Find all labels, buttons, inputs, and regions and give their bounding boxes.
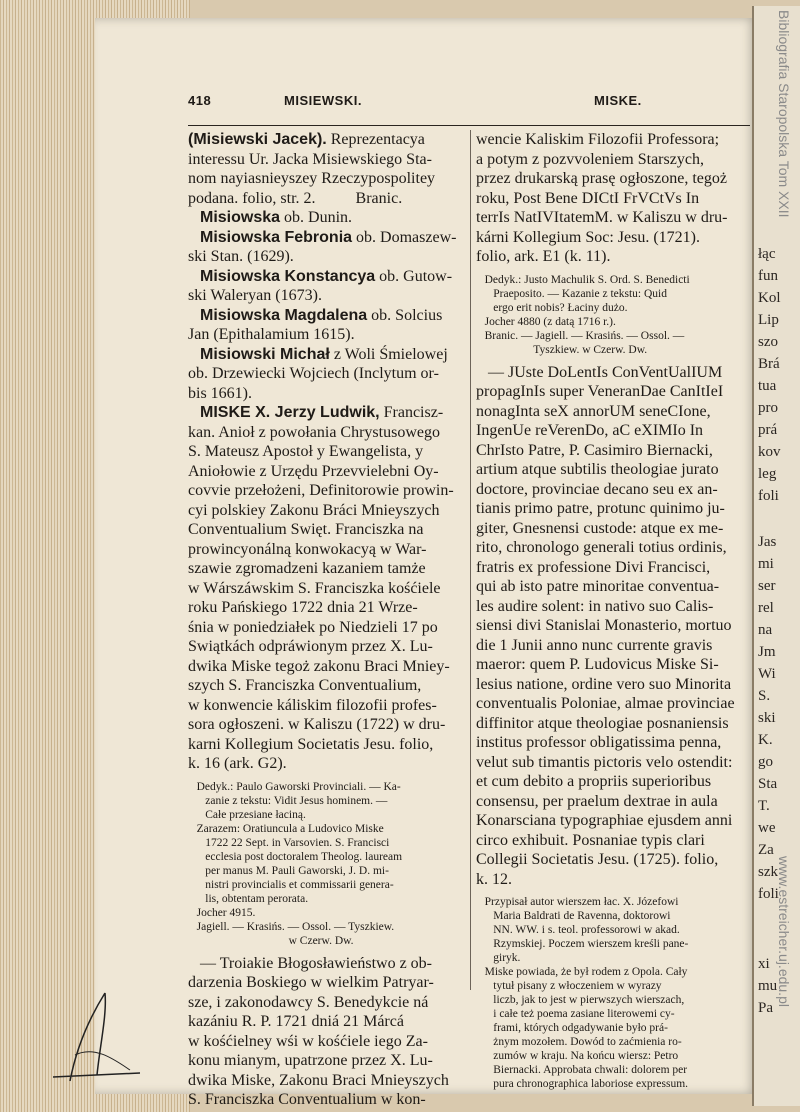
note-line: tytuł pisany z włoczeniem w wyrazy: [476, 980, 662, 992]
note-line: w Czerw. Dw.: [188, 934, 354, 947]
text-line: siensi divi Stanislai Monasterio, mortuo: [476, 617, 732, 634]
text-line: S. Mateusz Apostoł y Ewangelista, y: [188, 443, 424, 460]
note-line: Branic. — Jagiell. — Krasińs. — Ossol. —: [476, 329, 685, 342]
note-line: Jocher 4915.: [188, 906, 256, 919]
text-line: Misiowski Michał z Woli Śmielowej: [200, 345, 448, 363]
watermark: [776, 6, 800, 1106]
text-line: diffinitor atque theologiae posnaniensis: [476, 714, 729, 732]
note-line: nistri provincialis et commissarii genera-: [188, 878, 394, 891]
next-page-fragment: Jm: [758, 644, 776, 660]
text-line: nonagInta seX annorUM seneCIone,: [476, 402, 711, 420]
text-line: ski Waleryan (1673).: [188, 287, 322, 304]
text-line: tianis primo patre, protunc quinimo ju-: [476, 500, 725, 517]
note-line: NN. WW. i s. teol. professorowi w akad.: [476, 924, 680, 936]
text-line: velut sub timantis pictoris velo ostendit:: [476, 753, 733, 771]
note-line: Dedyk.: Paulo Gaworski Provinciali. — Ka-: [188, 780, 401, 793]
text-line: Misiowska Konstancya ob. Gutow-: [200, 267, 453, 285]
note-line: zanie z tekstu: Vidit Jesus hominem. —: [188, 794, 388, 807]
text-line: k. 12.: [476, 870, 512, 888]
text-line: folio, ark. E1 (k. 11).: [476, 248, 611, 265]
text-line: interessu Ur. Jacka Misiewskiego Sta-: [188, 150, 432, 168]
running-head-right: MISKE.: [594, 93, 642, 108]
next-page-fragment: Jas: [758, 534, 777, 550]
text-line: qui ab isto patre minoritae conventua-: [476, 578, 720, 595]
text-line: institus professor obligatissima penna,: [476, 734, 722, 751]
text-line: Misiowska ob. Dunin.: [200, 209, 353, 226]
next-page-fragment: ser: [758, 578, 776, 594]
next-page-fragment: ski: [758, 710, 776, 726]
page-number: 418: [188, 93, 212, 108]
note-line: Dedyk.: Justo Machulik S. Ord. S. Benedicti: [476, 273, 690, 286]
next-page-fragment: fun: [758, 268, 778, 284]
column-divider: [470, 130, 471, 990]
next-page-fragment: K.: [758, 732, 773, 748]
text-line: ob. Drzewiecki Wojciech (Inclytum or-: [188, 365, 439, 382]
text-line: fratris ex professione Divi Francisci,: [476, 558, 711, 576]
next-page-fragment: mi: [758, 556, 774, 572]
right-column: [476, 130, 754, 1091]
note-line: Biernacki. Approbata chwali: dolorem per: [476, 1064, 688, 1076]
text-line: wencie Kaliskim Filozofii Professora;: [476, 131, 720, 148]
handwritten-signature: [45, 985, 145, 1085]
next-page-fragment: leg: [758, 466, 777, 482]
text-line: Konarsciana typographiae ejusdem anni: [476, 812, 733, 829]
text-line: dwika Miske, Zakonu Braci Mnieyszych: [188, 1071, 449, 1089]
next-page-fragment: go: [758, 754, 773, 770]
note-line: Jocher 4880 (z datą 1716 r.).: [476, 315, 616, 328]
text-line: Aniołowie z Urzędu Przevvielebni Oy-: [188, 462, 439, 480]
text-line: sora ogłoszeni. w Kaliszu (1722) w dru-: [188, 716, 446, 733]
note-line: Jagiell. — Krasińs. — Ossol. — Tyszkiew.: [188, 920, 395, 933]
next-page-fragment: pro: [758, 400, 778, 416]
text-line: et cum debito a propriis superioribus: [476, 773, 712, 790]
text-line: rito, chronologo generali totius ordinis,: [476, 539, 727, 556]
next-page-fragment: łąc: [758, 246, 776, 262]
note-line: giryk.: [476, 952, 521, 964]
text-line: przez drukarską prasę ogłoszone, tegoż: [476, 170, 727, 187]
next-page-fragment: Brá: [758, 356, 780, 372]
note-line: liczb, jak to jest w pierwszych wierszach,: [476, 994, 685, 1006]
text-line: ChrIsto Patre, P. Casimiro Biernacki,: [476, 441, 713, 459]
text-line: k. 16 (ark. G2).: [188, 755, 287, 772]
text-line: covvie przełożeni, Definitorowie prowin-: [188, 482, 454, 499]
text-line: sze, i zakonodawcy S. Benedykcie ná: [188, 993, 429, 1011]
text-line: kazániu R. P. 1721 dniá 21 Márcá: [188, 1013, 404, 1030]
next-page-fragment: szk: [758, 864, 778, 880]
text-line: lesius natione, ordine vero suo Minorita: [476, 675, 732, 693]
next-page-fragment: szo: [758, 334, 778, 350]
header-rule: [188, 125, 750, 126]
text-line: kárni Kollegium Soc: Jesu. (1721).: [476, 228, 700, 246]
text-line: circo exhibuit. Posnaniae typis clari: [476, 831, 705, 849]
text-line: w kośćielney wśi w kośćiele iego Za-: [188, 1032, 428, 1050]
text-line: podana. folio, str. 2. Branic.: [188, 189, 403, 207]
next-page-fragment: we: [758, 820, 776, 836]
next-page-fragment: rel: [758, 600, 774, 616]
text-line: szych S. Franciszka Conventualium,: [188, 677, 422, 694]
text-line: die 1 Junii anno nunc currente gravis: [476, 636, 713, 654]
note-line: lis, obtentam perorata.: [188, 892, 309, 905]
text-line: w Wárszáwskim S. Franciszka kośćiele: [188, 579, 441, 597]
next-page-fragment: S.: [758, 688, 771, 704]
next-page-fragment: Sta: [758, 776, 778, 792]
text-line: IngenUe reVerenDo, aC eXIMIo In: [476, 422, 704, 439]
text-line: szawie zgromadzeni kazaniem tamże: [188, 560, 426, 577]
text-line: ski Stan. (1629).: [188, 248, 294, 265]
note-line: i całe też poema zasiane literowemi cy-: [476, 1008, 675, 1020]
text-line: Conventualium Swięt. Franciszka na: [188, 521, 424, 538]
next-page-fragment: Pa: [758, 1000, 773, 1016]
text-line: propagInIs super VeneranDae CanItIeI: [476, 383, 724, 400]
note-line: pura chronographica laboriose expressum.: [476, 1078, 689, 1090]
text-line: — JUste DoLentIs ConVentUalIUM: [476, 363, 723, 381]
note-line: Tyszkiew. w Czerw. Dw.: [476, 343, 648, 356]
text-line: darzenia Boskiego w wielkim Patryar-: [188, 974, 434, 991]
text-line: roku Pańskiego 1722 dnia 21 Wrze-: [188, 599, 418, 616]
text-line: karni Kollegium Societatis Jesu. folio,: [188, 735, 434, 753]
note-line: żnym mozołem. Dowód to zaćmienia ro-: [476, 1036, 682, 1048]
note-line: frami, których odgadywanie było prá-: [476, 1022, 668, 1034]
next-page-fragment: kov: [758, 444, 781, 460]
text-line: Collegii Societatis Jesu. (1725). folio,: [476, 851, 719, 868]
running-head-left: MISIEWSKI.: [284, 93, 362, 108]
text-line: les audire solent: in nativo suo Calis-: [476, 597, 714, 615]
text-line: artium atque subtilis theologiae jurato: [476, 461, 719, 478]
note-line: ecclesia post doctoralem Theolog. lauream: [188, 850, 403, 863]
text-line: doctore, provinciae decano seu ex an-: [476, 480, 718, 498]
text-line: MISKE X. Jerzy Ludwik, Francisz-: [200, 404, 444, 421]
next-page-fragment: mu: [758, 978, 778, 994]
note-line: zumów w kraju. Na końcu wiersz: Petro: [476, 1050, 679, 1062]
next-page-fragment: na: [758, 622, 773, 638]
text-line: consensu, per praelum dextrae in aula: [476, 792, 718, 810]
note-line: Maria Baldrati de Ravenna, doktorowi: [476, 910, 671, 922]
next-page-fragment: foli: [758, 886, 779, 902]
watermark-title: Bibliografia Staropolska Tom XXII: [776, 10, 792, 218]
note-line: per manus M. Pauli Gaworski, J. D. mi-: [188, 864, 389, 877]
next-page-fragment: prá: [758, 422, 778, 438]
text-line: w konwencie káliskim filozofii profes-: [188, 696, 437, 714]
text-line: maeror: quem P. Ludovicus Miske Si-: [476, 656, 719, 673]
next-page-fragment: Kol: [758, 290, 781, 306]
note-line: Rzymskiej. Poczem wierszem kreśli pane-: [476, 938, 689, 950]
text-line: roku, Post Bene DICtI FrVCtVs In: [476, 189, 700, 207]
text-line: S. Franciszka Conventualium w kon-: [188, 1091, 426, 1108]
text-line: giter, Gnesnensi custode: atque ex me-: [476, 519, 724, 537]
text-line: dwika Miske tegoż zakonu Braci Mniey-: [188, 657, 450, 675]
text-line: (Misiewski Jacek). Reprezentacya: [188, 131, 425, 148]
next-page-fragment: tua: [758, 378, 777, 394]
text-line: Swiątkách odpráwionym przez X. Lu-: [188, 638, 433, 655]
text-line: Misiowska Magdalena ob. Solcius: [200, 306, 443, 324]
note-line: ergo erit nobis? Łaciny dużo.: [476, 301, 628, 314]
text-line: prowincyonálną konwokacyą w War-: [188, 540, 427, 558]
text-line: a potym z pozvvoleniem Starszych,: [476, 150, 704, 168]
note-line: Miske powiada, że był rodem z Opola. Cały: [476, 966, 688, 978]
text-line: terrIs NatIVItatemM. w Kaliszu w dru-: [476, 209, 728, 226]
note-line: Całe przesiane łaciną.: [188, 808, 306, 821]
note-line: Praeposito. — Kazanie z tekstu: Quid: [476, 287, 667, 300]
text-line: nom nayiasnieyszey Rzeczypospolitey: [188, 170, 436, 187]
watermark-url: www.estreicher.uj.edu.pl: [776, 856, 792, 1007]
next-page-fragment: Wi: [758, 666, 776, 682]
next-page-fragment: foli: [758, 488, 779, 504]
note-line: Przypisał autor wierszem łac. X. Józefowi: [476, 896, 679, 908]
next-page-fragment: T.: [758, 798, 770, 814]
note-line: 1722 22 Sept. in Varsovien. S. Francisci: [188, 836, 390, 849]
text-line: Misiowska Febronia ob. Domaszew-: [200, 228, 457, 246]
next-page-fragment: Za: [758, 842, 774, 858]
next-page-fragment: Lip: [758, 312, 779, 328]
left-column: [188, 130, 460, 1110]
text-line: Jan (Epithalamium 1615).: [188, 326, 355, 343]
text-line: — Troiakie Błogosławieństwo z ob-: [188, 954, 432, 972]
text-line: konu mianym, upatrzone przez X. Lu-: [188, 1052, 433, 1069]
note-line: Zarazem: Oratiuncula a Ludovico Miske: [188, 822, 384, 835]
next-page-fragment: xi: [758, 956, 770, 972]
text-line: śnia w poniedziałek po Niedzieli 17 po: [188, 618, 438, 636]
text-line: bis 1661).: [188, 384, 252, 402]
text-line: conventualis Poloniae, almae provinciae: [476, 695, 735, 712]
text-line: kan. Anioł z powołania Chrystusowego: [188, 423, 440, 441]
text-line: cyi polskiey Zakonu Bráci Mnieyszych: [188, 501, 440, 519]
